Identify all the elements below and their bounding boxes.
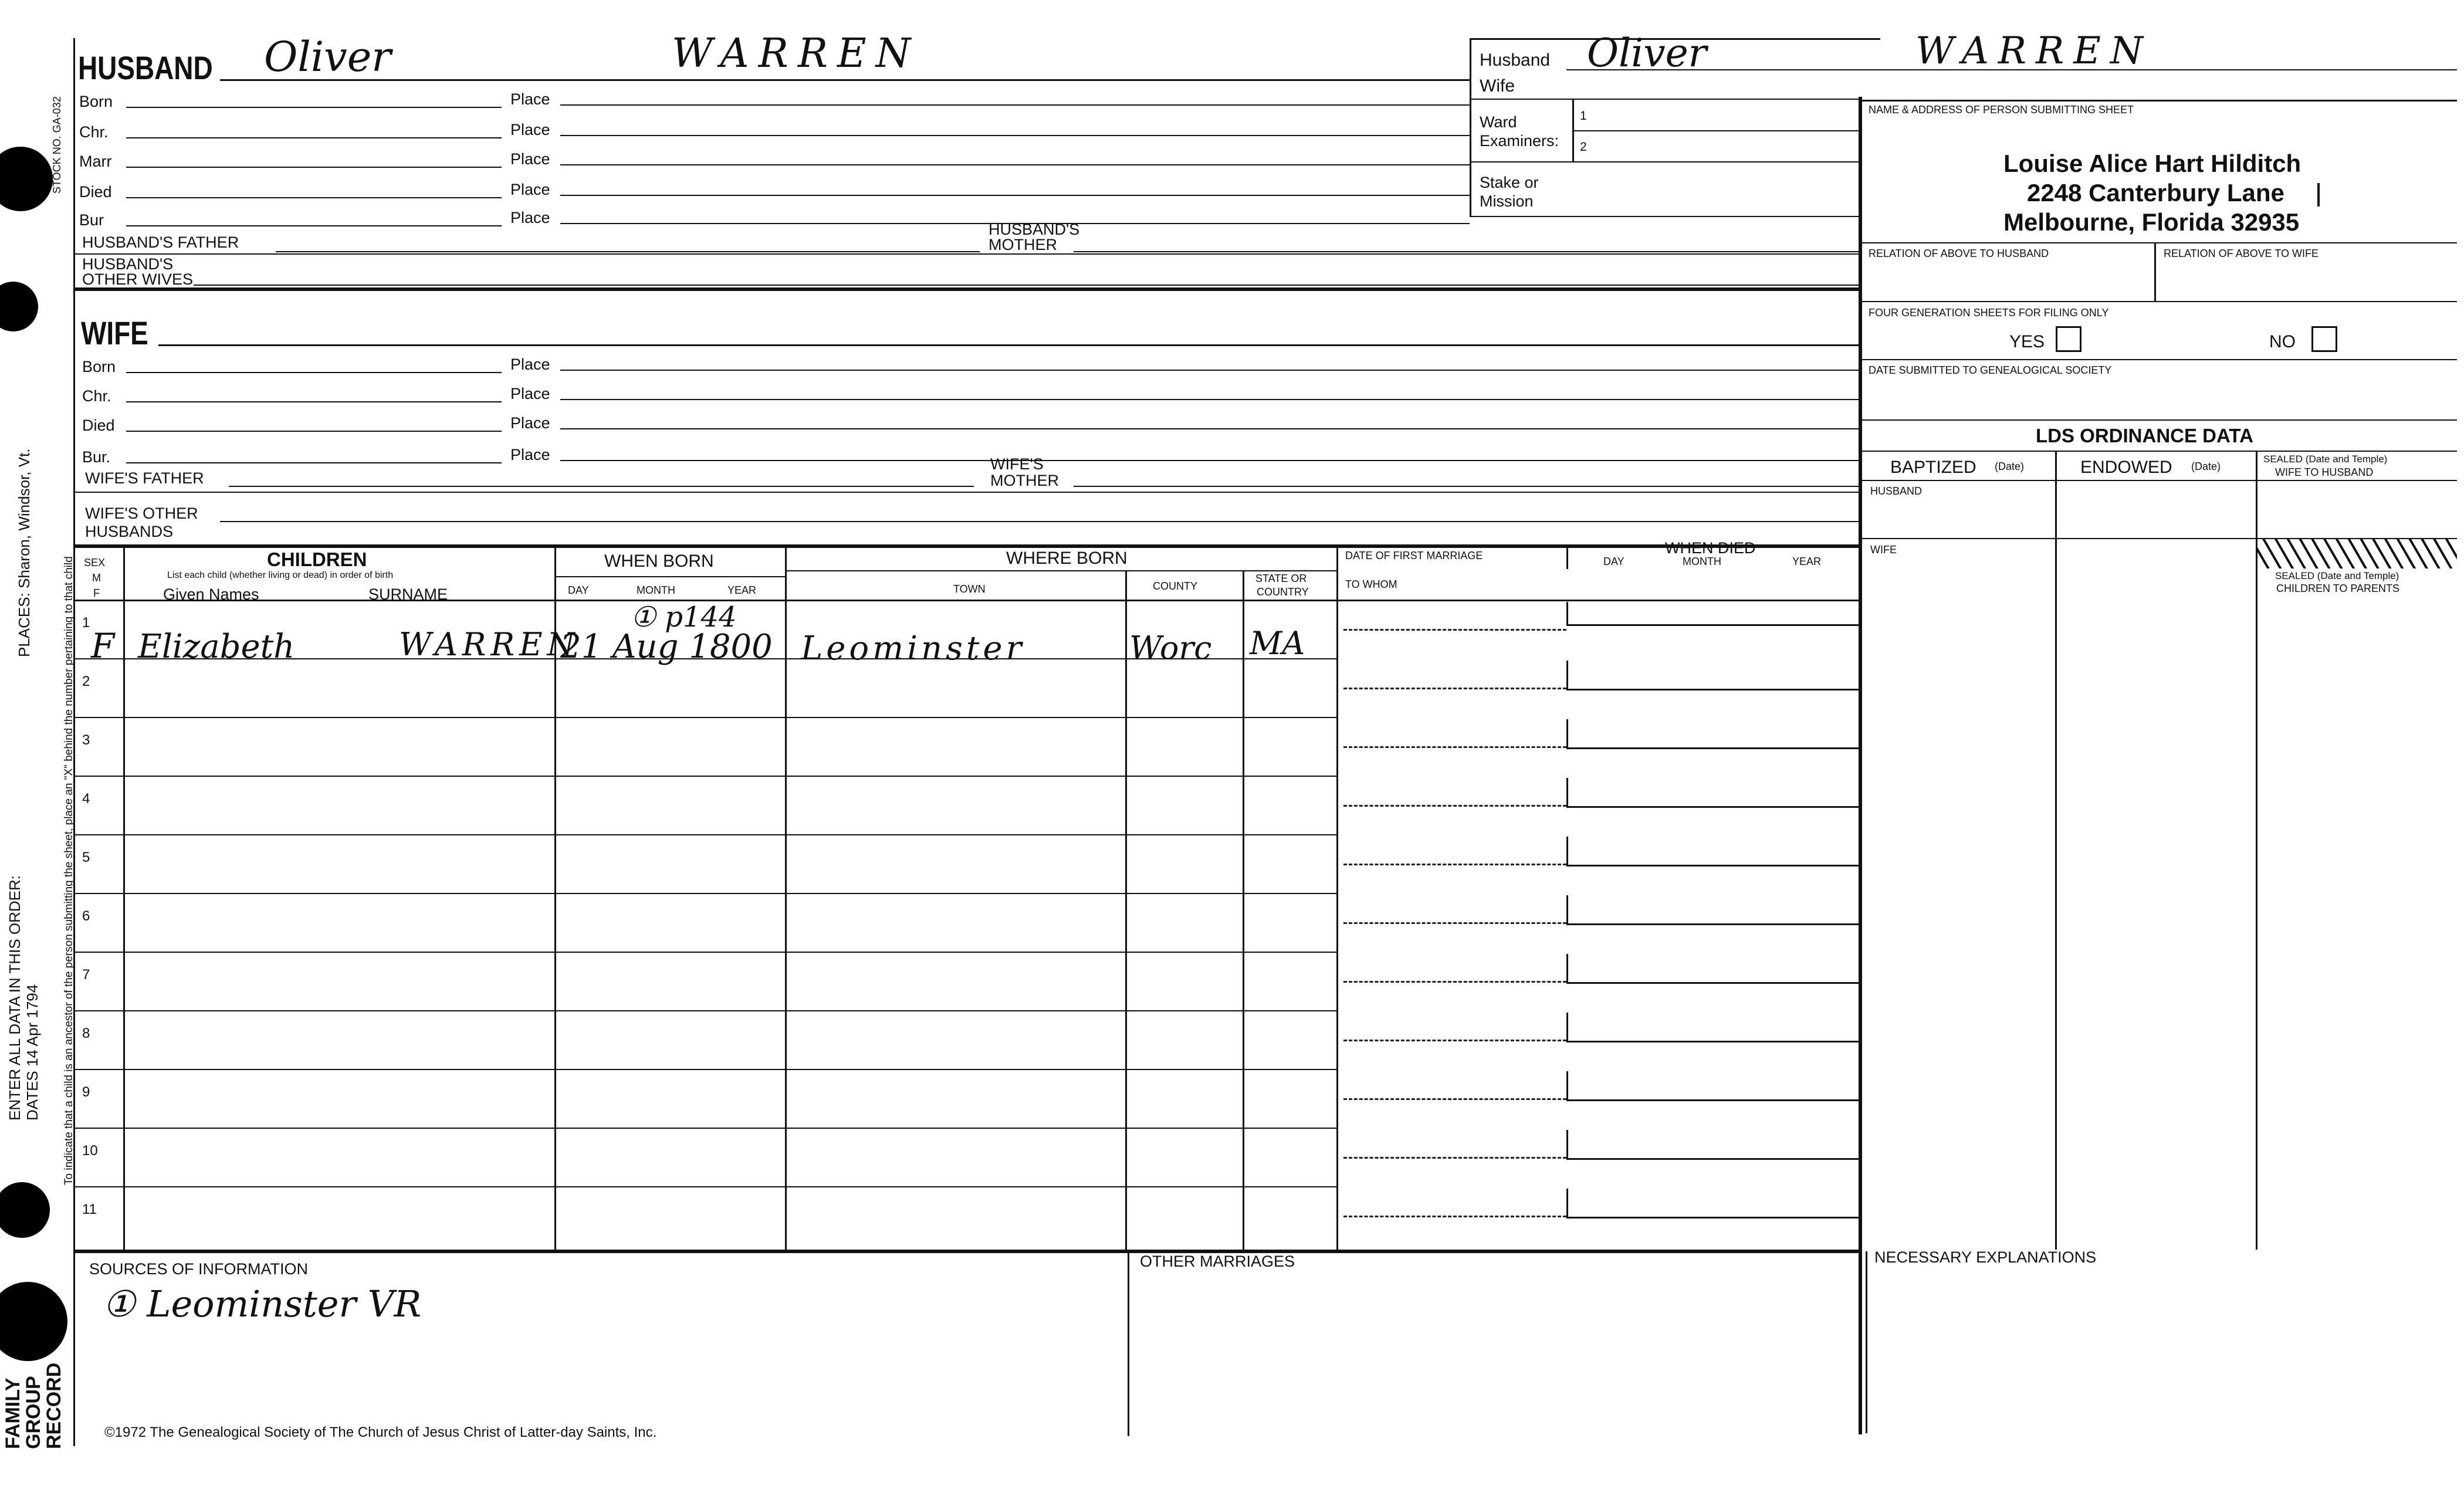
copyright: ©1972 The Genealogical Society of The Church of Jesus Christ of Latter-day Saints, Inc. <box>104 1424 657 1440</box>
wife-mother-label: WIFE'S <box>990 455 1044 473</box>
first-marriage-header: DATE OF FIRST MARRIAGE <box>1345 550 1483 561</box>
children-header: CHILDREN <box>267 549 367 570</box>
died-bracket <box>1566 719 1568 749</box>
relation-husband-label: RELATION OF ABOVE TO HUSBAND <box>1869 248 2049 259</box>
row-number: 8 <box>82 1025 90 1041</box>
husband-other-wives-label-2: OTHER WIVES <box>82 270 194 288</box>
county-header: COUNTY <box>1153 580 1197 592</box>
child1-surname[interactable]: WARREN <box>399 626 580 663</box>
wife-0-event-label: Born <box>82 358 116 375</box>
yes-checkbox[interactable] <box>2056 326 2081 352</box>
wife-other-husbands-label: WIFE'S OTHER <box>85 505 198 522</box>
child1-note[interactable]: ① p144 <box>631 601 737 634</box>
hatched-cell <box>2257 539 2457 568</box>
died-line[interactable] <box>1566 982 1859 984</box>
marriage-line[interactable] <box>1343 1040 1566 1041</box>
where-born-header: WHERE BORN <box>1006 549 1128 568</box>
row-number: 3 <box>82 732 90 748</box>
table-row <box>73 1186 1338 1187</box>
marriage-line[interactable] <box>1343 981 1566 983</box>
died-bracket <box>1566 954 1568 983</box>
sex-m: M <box>92 572 101 584</box>
wife-3-event-label: Bur. <box>82 448 111 466</box>
wife-place-label: Place <box>510 356 550 373</box>
marriage-line[interactable] <box>1343 1216 1566 1217</box>
row-number: 7 <box>82 967 90 983</box>
died-bracket <box>1566 1013 1568 1042</box>
born-day-header: DAY <box>568 584 589 596</box>
marriage-line[interactable] <box>1343 688 1566 689</box>
wife-place-line[interactable] <box>560 460 1859 461</box>
stock-number: STOCK NO. GA-032 <box>51 96 63 194</box>
endowed-label: ENDOWED <box>2080 458 2172 477</box>
wife-heading: WIFE <box>81 314 148 351</box>
husband-given-name[interactable]: Oliver <box>264 33 391 81</box>
examiners-label: Examiners: <box>1480 132 1559 150</box>
other-marriages-label: OTHER MARRIAGES <box>1140 1253 1295 1270</box>
child1-sex[interactable]: F <box>91 626 115 666</box>
no-checkbox[interactable] <box>2311 326 2337 352</box>
ancestor-instruction: To indicate that a child is an ancestor of the person submitting the sheet, place an "X" behind the number pertaining to that child <box>63 556 75 1185</box>
husband-event-line[interactable] <box>126 107 502 108</box>
died-month-header: MONTH <box>1683 556 1721 567</box>
wife-2-event-label: Died <box>82 417 115 434</box>
places-note: PLACES: Sharon, Windsor, Vt. <box>15 448 33 657</box>
lds-husband-label: HUSBAND <box>1870 485 1923 497</box>
lds-title: LDS ORDINANCE DATA <box>2036 425 2253 446</box>
died-bracket <box>1566 1071 1568 1101</box>
died-year-header: YEAR <box>1792 556 1822 567</box>
wife-mother-label-2: MOTHER <box>990 472 1059 489</box>
husband-place-line[interactable] <box>560 195 1470 196</box>
stake-label: Stake or <box>1480 174 1539 191</box>
sex-header: SEX <box>84 557 106 568</box>
table-row <box>73 717 1338 718</box>
child1-town[interactable]: Leominster <box>801 629 1025 668</box>
wife-event-line[interactable] <box>126 431 502 432</box>
header-wife-label: Wife <box>1480 76 1515 96</box>
ward-label: Ward <box>1480 113 1517 131</box>
husband-place-line[interactable] <box>560 164 1470 165</box>
table-row <box>73 834 1338 835</box>
husband-event-line[interactable] <box>126 167 502 168</box>
marriage-line[interactable] <box>1343 746 1566 748</box>
submitter-mark <box>2317 183 2320 207</box>
died-bracket <box>1566 602 1568 624</box>
marriage-line[interactable] <box>1343 922 1566 924</box>
husband-2-event-label: Marr <box>79 153 112 170</box>
header-husband-label: Husband <box>1480 50 1551 70</box>
husband-1-event-label: Chr. <box>79 123 109 141</box>
husband-place-label: Place <box>510 150 550 168</box>
husband-4-event-label: Bur <box>79 211 104 229</box>
wife-place-line[interactable] <box>560 370 1859 371</box>
mission-label: Mission <box>1480 192 1534 210</box>
died-line[interactable] <box>1566 747 1859 749</box>
died-bracket <box>1566 837 1568 866</box>
submitter-street: 2248 Canterbury Lane <box>2027 179 2284 207</box>
died-bracket <box>1566 895 1568 925</box>
husband-3-event-label: Died <box>79 183 112 201</box>
died-line[interactable] <box>1566 1217 1859 1219</box>
husband-mother-label-2: MOTHER <box>989 236 1057 253</box>
dates-format: DATES 14 Apr 1794 <box>23 984 41 1121</box>
sealed-children-label: SEALED (Date and Temple) <box>2275 570 2399 581</box>
given-names-header: Given Names <box>163 585 259 603</box>
submitter-label: NAME & ADDRESS OF PERSON SUBMITTING SHEET <box>1869 104 2134 116</box>
child1-given[interactable]: Elizabeth <box>138 628 295 666</box>
enter-data-order: ENTER ALL DATA IN THIS ORDER: <box>6 875 23 1121</box>
husband-event-line[interactable] <box>126 197 502 198</box>
sources-label: SOURCES OF INFORMATION <box>89 1260 309 1278</box>
wife-father-label: WIFE'S FATHER <box>85 469 204 487</box>
husband-event-line[interactable] <box>126 137 502 138</box>
husband-father-label: HUSBAND'S FATHER <box>82 233 239 251</box>
wife-place-line[interactable] <box>560 428 1859 429</box>
child1-birth-date[interactable]: 21 Aug 1800 <box>560 628 773 666</box>
marriage-line[interactable] <box>1343 805 1566 807</box>
died-line[interactable] <box>1566 806 1859 808</box>
yes-label: YES <box>2009 332 2045 351</box>
relation-wife-label: RELATION OF ABOVE TO WIFE <box>2164 248 2319 259</box>
header-husband-given[interactable]: Oliver <box>1587 31 1707 76</box>
state-header: STATE OR <box>1255 573 1307 584</box>
row-number: 4 <box>82 791 90 807</box>
died-line[interactable] <box>1566 1041 1859 1043</box>
died-line[interactable] <box>1566 923 1859 925</box>
form-title-family: FAMILY <box>2 1377 24 1449</box>
state-header-2: COUNTRY <box>1257 586 1309 598</box>
marriage-line[interactable] <box>1343 629 1566 631</box>
sex-f: F <box>93 587 100 599</box>
husband-heading: HUSBAND <box>78 49 213 86</box>
baptized-label: BAPTIZED <box>1890 458 1976 477</box>
husband-mother-label: HUSBAND'S <box>989 221 1080 238</box>
died-line[interactable] <box>1566 689 1859 691</box>
husband-place-label: Place <box>510 209 550 226</box>
punch-hole <box>0 282 38 331</box>
born-month-header: MONTH <box>637 584 675 596</box>
punch-hole <box>0 1282 67 1361</box>
lds-wife-label: WIFE <box>1870 544 1897 556</box>
row-number: 10 <box>82 1143 98 1159</box>
punch-hole <box>0 1182 50 1238</box>
died-line[interactable] <box>1566 865 1859 867</box>
table-row <box>73 893 1338 894</box>
marriage-line[interactable] <box>1343 864 1566 865</box>
punch-hole <box>0 147 53 211</box>
sources-value[interactable]: ① Leominster VR <box>103 1282 422 1325</box>
wife-1-event-label: Chr. <box>82 387 111 405</box>
born-year-header: YEAR <box>727 584 757 596</box>
town-header: TOWN <box>953 583 986 595</box>
four-gen-label: FOUR GENERATION SHEETS FOR FILING ONLY <box>1869 307 2109 319</box>
husband-place-label: Place <box>510 181 550 198</box>
row-number: 11 <box>82 1201 97 1217</box>
husband-place-line[interactable] <box>560 104 1470 106</box>
row-number: 5 <box>82 849 90 865</box>
form-title-group: GROUP <box>22 1376 45 1449</box>
died-day-header: DAY <box>1603 556 1624 567</box>
table-row <box>73 1010 1338 1011</box>
husband-place-label: Place <box>510 90 550 108</box>
wife-place-line[interactable] <box>560 399 1859 400</box>
examiner-2: 2 <box>1580 140 1587 154</box>
sealed-children-label-2: CHILDREN TO PARENTS <box>2276 583 2400 594</box>
sealed-wife-label: SEALED (Date and Temple) <box>2263 453 2388 465</box>
child1-county[interactable]: Worc <box>1129 629 1212 666</box>
wife-place-label: Place <box>510 385 550 402</box>
sealed-wife-label-2: WIFE TO HUSBAND <box>2275 466 2374 478</box>
wife-event-line[interactable] <box>126 401 502 402</box>
explanations-label: NECESSARY EXPLANATIONS <box>1874 1248 2097 1266</box>
row-number: 1 <box>82 615 90 631</box>
submitter-name: Louise Alice Hart Hilditch <box>2003 150 2301 177</box>
child1-state[interactable]: MA <box>1250 625 1305 662</box>
marriage-line[interactable] <box>1343 1098 1566 1100</box>
endowed-date-label: (Date) <box>2191 461 2221 472</box>
wife-place-label: Place <box>510 446 550 463</box>
died-line[interactable] <box>1566 1099 1859 1101</box>
died-bracket <box>1566 1189 1568 1218</box>
table-row <box>73 776 1338 777</box>
row-number: 2 <box>82 673 90 689</box>
died-line[interactable] <box>1566 624 1859 626</box>
surname-header: SURNAME <box>368 585 448 603</box>
when-died-header: WHEN DIED <box>1665 539 1756 557</box>
children-instruction: List each child (whether living or dead) in order of birth <box>167 570 394 580</box>
examiner-1: 1 <box>1580 109 1587 123</box>
wife-event-line[interactable] <box>126 462 502 463</box>
row-number: 6 <box>82 908 90 924</box>
died-line[interactable] <box>1566 1158 1859 1160</box>
husband-place-line[interactable] <box>560 135 1470 136</box>
wife-place-label: Place <box>510 414 550 432</box>
wife-event-line[interactable] <box>126 372 502 373</box>
died-bracket <box>1566 661 1568 690</box>
husband-event-line[interactable] <box>126 225 502 226</box>
died-bracket <box>1566 778 1568 807</box>
husband-other-wives-label: HUSBAND'S <box>82 255 174 273</box>
wife-other-husbands-label-2: HUSBANDS <box>85 523 174 540</box>
marriage-line[interactable] <box>1343 1157 1566 1159</box>
husband-surname[interactable]: WARREN <box>672 31 920 77</box>
header-husband-surname[interactable]: WARREN <box>1915 29 2152 73</box>
submitter-city: Melbourne, Florida 32935 <box>2003 208 2300 236</box>
table-row <box>73 952 1338 953</box>
no-label: NO <box>2269 332 2296 351</box>
table-row <box>73 1128 1338 1129</box>
died-bracket <box>1566 1130 1568 1159</box>
to-whom-header: TO WHOM <box>1345 578 1397 590</box>
date-submitted-label: DATE SUBMITTED TO GENEALOGICAL SOCIETY <box>1869 364 2112 376</box>
row-number: 9 <box>82 1084 90 1100</box>
table-row <box>73 1069 1338 1070</box>
form-title-record: RECORD <box>43 1362 65 1449</box>
husband-0-event-label: Born <box>79 93 113 110</box>
baptized-date-label: (Date) <box>1995 461 2025 472</box>
when-born-header: WHEN BORN <box>604 551 714 571</box>
husband-place-label: Place <box>510 121 550 138</box>
